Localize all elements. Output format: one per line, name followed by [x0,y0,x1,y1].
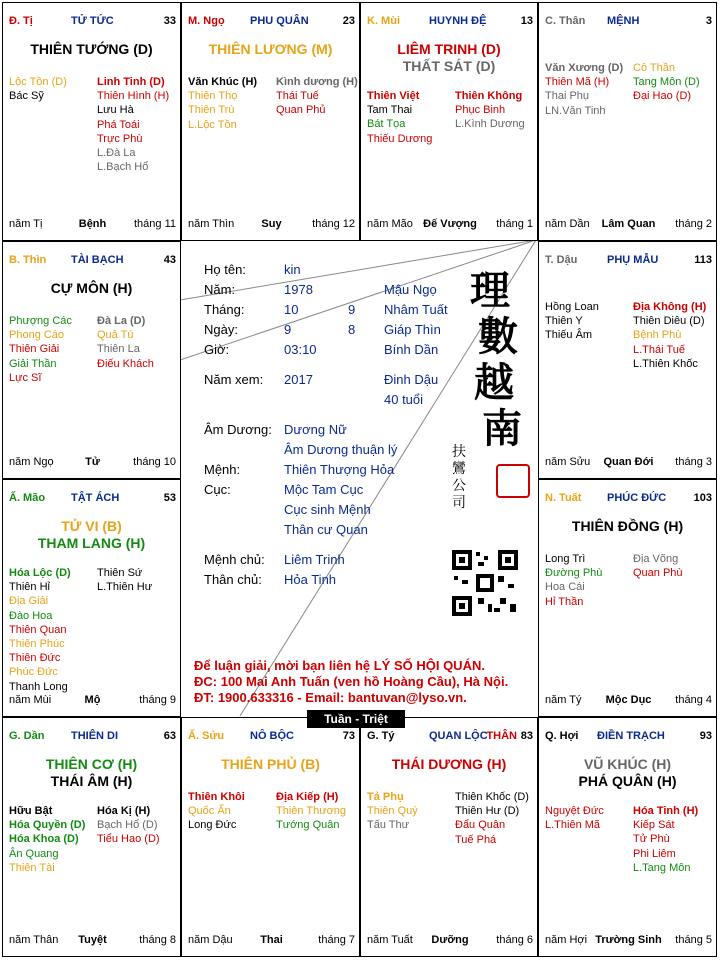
palace-name: PHU QUÂN [250,15,309,27]
palace-month: tháng 1 [496,218,533,230]
amduong-value-2: Âm Dương thuận lý [284,442,398,457]
palace-header [545,492,712,508]
minor-star: Phục Binh [455,104,506,117]
palace-stage: Tuyệt [78,934,107,946]
palace-age: 53 [163,492,176,504]
cuc-value: Mộc Tam Cục [284,482,364,497]
minor-star: Tuế Phá [455,833,497,846]
minor-star: Địa Võng [633,553,679,565]
minor-star: L.Lộc Tồn [188,118,237,131]
name-label: Họ tên: [204,262,246,277]
main-stars [3,756,180,790]
minor-star: Hóa Quyền (D) [9,819,86,832]
star-column [188,75,273,132]
star-column [9,314,94,385]
thanchu-value: Hỏa Tinh [284,572,337,587]
main-stars [539,518,716,535]
minor-star: Thiên Sứ [97,567,143,579]
contact-line: Để luận giải, mời bạn liên hệ LÝ SỐ HỘI QUÁN. [194,658,485,673]
palace-age: 13 [520,15,533,27]
palace-header [367,15,533,31]
branch-label: B. Thìn [9,254,47,266]
minor-star: Hoa Cái [545,581,585,594]
branch-label: Ấ. Sửu [188,730,225,742]
amduong-value: Dương Nữ [284,422,347,437]
star-column [455,790,540,847]
minor-star: Bạch Hổ (D) [97,819,158,832]
palace-header [188,730,355,746]
minor-star: Lưu Hà [97,104,134,117]
minor-star: LN.Văn Tinh [545,104,606,117]
main-stars [182,41,359,58]
minor-star: Thai Phụ [545,90,590,103]
minor-star: Lực Sĩ [9,371,42,384]
star-column [97,566,182,594]
minor-star: Thiên Mã (H) [545,76,610,89]
minor-star: Thiên Hư (D) [455,805,520,818]
palace-age: 23 [342,15,355,27]
star-column [633,552,718,580]
month-lunar: 9 [348,302,356,317]
red-stamp-icon [496,464,530,498]
branch-label: T. Dậu [545,254,578,266]
palace-header [188,15,355,31]
minor-star: Long Trì [545,553,586,565]
hour-value: 03:10 [284,342,317,357]
contact-phone-email[interactable]: ĐT: 1900.633316 - Email: bantuvan@lyso.vn. [194,690,467,705]
branch-label: M. Ngọ [188,15,225,27]
branch-label: G. Dần [9,730,45,742]
year-label: Năm: [204,282,236,297]
main-stars [3,280,180,297]
palace-header [9,730,176,746]
minor-star: Giải Thần [9,357,57,370]
day-label: Ngày: [204,322,238,337]
palace-name: MỆNH [607,15,640,27]
palace-month: tháng 5 [675,934,712,946]
main-stars [182,756,359,773]
minor-star: Thiên Hỉ [9,581,50,594]
star-column [633,61,718,104]
minor-star: Phượng Các [9,315,72,327]
menh-label: Mệnh: [204,462,241,477]
star-column [545,300,630,343]
star-column [97,804,182,847]
minor-star: Thiên Tài [9,861,55,874]
calligraphy-seal [470,268,530,452]
view-year-label: Năm xem: [204,372,264,387]
minor-star: L.Bạch Hổ [97,161,149,174]
minor-star: Văn Xương (D) [545,62,624,74]
palace-footer [9,456,176,470]
minor-star: Tấu Thư [367,819,410,832]
palace-footer [9,694,176,708]
palace-name: TỬ TỨC [71,15,114,27]
minor-star: Tiểu Hao (D) [97,833,160,846]
main-star: THIÊN PHỦ (B) [221,756,320,772]
palace-stage: Lâm Quan [601,218,656,230]
main-stars [361,41,537,75]
month-can: Nhâm Tuất [384,302,448,317]
palace-month: tháng 11 [133,218,176,230]
menhchu-value: Liêm Trinh [284,552,345,567]
palace-stage: Đế Vượng [423,218,477,230]
star-column [276,75,361,118]
palace-name: PHỤ MẪU [607,254,659,266]
minor-star: Quan Phù [633,567,683,580]
palace-age: 103 [693,492,712,504]
palace-name: ĐIỀN TRẠCH [597,730,665,742]
star-column [367,89,452,146]
palace-name: NÔ BỘC [250,730,294,742]
palace-name: PHÚC ĐỨC [607,492,667,504]
branch-label: C. Thân [545,15,586,27]
minor-star: Quốc Ấn [188,805,231,818]
day-lunar: 8 [348,322,356,337]
palace-age: 33 [163,15,176,27]
minor-star: Quan Phủ [276,104,326,117]
minor-star: L.Đà La [97,147,136,160]
minor-star: Thiên Không [455,90,523,102]
palace-stage: Quan Đới [603,456,654,468]
palace-cell-mui[interactable] [360,2,538,241]
minor-star: L.Thiên Mã [545,819,601,832]
palace-stage: Bệnh [78,218,107,230]
minor-star: L.Thái Tuế [633,343,685,356]
palace-age: 83 [520,730,533,742]
palace-year: năm Tuất [367,934,413,946]
minor-star: Địa Không (H) [633,301,707,313]
minor-star: Thiên Y [545,315,583,328]
palace-year: năm Tý [545,694,582,706]
minor-star: Thiên Thương [276,805,347,818]
palace-year: năm Dậu [188,934,233,946]
main-star: VŨ KHÚC (H) [583,756,672,772]
hour-can: Bính Dần [384,342,439,357]
minor-star: Phong Cáo [9,329,65,342]
palace-name: QUAN LỘC [429,730,488,742]
minor-star: L.Kình Dương [455,118,525,131]
contact-info [194,658,508,706]
view-year-can: Đinh Dậu [384,372,439,387]
amduong-label: Âm Dương: [204,422,272,437]
palace-month: tháng 8 [139,934,176,946]
palace-header [545,15,712,31]
minor-star: Thiên Hình (H) [97,90,170,103]
palace-footer [367,218,533,232]
minor-star: Hỉ Thần [545,595,584,608]
palace-month: tháng 7 [318,934,355,946]
seal-char: 數 [478,313,518,360]
minor-star: Hóa Tinh (H) [633,805,699,817]
palace-cell-tuat[interactable] [538,479,717,717]
palace-month: tháng 4 [675,694,712,706]
palace-footer [545,694,712,708]
minor-star: Kình dương (H) [276,76,358,88]
main-star: THIÊN LƯƠNG (M) [208,41,333,57]
main-star: THIÊN ĐỒNG (H) [571,518,684,534]
main-stars [361,756,537,773]
than-marker: THÂN [486,730,517,742]
main-star: THÁI ÂM (H) [50,773,133,789]
minor-star: Đại Hao (D) [633,90,692,103]
main-star: THẤT SÁT (D) [402,58,496,74]
name-value: kin [284,262,301,277]
day-can: Giáp Thìn [384,322,441,337]
minor-star: Thiên Việt [367,90,420,102]
branch-label: K. Mùi [367,15,400,27]
star-column [633,804,718,875]
palace-year: năm Tị [9,218,43,230]
star-column [9,75,94,103]
minor-star: Tam Thai [367,104,413,117]
star-column [9,566,94,694]
branch-label: G. Tý [367,730,395,742]
palace-cell-mao[interactable] [2,479,181,717]
thanchu-label: Thân chủ: [204,572,262,587]
minor-star: Lộc Tồn (D) [9,76,67,88]
palace-cell-ngo[interactable] [181,2,360,241]
minor-star: Bát Tọa [367,118,406,131]
minor-star: Trực Phù [97,132,143,145]
palace-year: năm Thìn [188,218,235,230]
minor-star: Đường Phù [545,567,603,580]
palace-footer [545,456,712,470]
star-column [633,300,718,371]
palace-header [367,730,533,746]
tuan-triet-badge: Tuần - Triệt [307,710,405,728]
palace-cell-dau[interactable] [538,241,717,479]
palace-header [9,15,176,31]
center-info-panel [180,240,536,716]
minor-star: Đà La (D) [97,315,146,327]
minor-star: Thiên Giải [9,343,60,356]
palace-footer [545,218,712,232]
branch-label: Ấ. Mão [9,492,46,504]
minor-star: Thiên Phúc [9,638,65,651]
minor-star: Thiên Quan [9,623,67,636]
minor-star: Nguyệt Đức [545,805,604,817]
minor-star: Bác Sỹ [9,90,44,103]
palace-year: năm Sửu [545,456,591,468]
minor-star: Văn Khúc (H) [188,76,258,88]
palace-cell-ti[interactable] [2,2,181,241]
palace-age: 63 [163,730,176,742]
palace-age: 43 [163,254,176,266]
minor-star: Hữu Bật [9,805,53,817]
minor-star: Thiên Diêu (D) [633,315,705,328]
minor-star: Phá Toái [97,118,140,131]
minor-star: Thanh Long [9,680,68,693]
hour-label: Giờ: [204,342,230,357]
contact-address: ĐC: 100 Mai Anh Tuấn (ven hồ Hoàng Cầu), Hà Nội. [194,674,509,689]
day-value: 9 [284,322,292,337]
minor-star: Thiên La [97,343,140,356]
palace-stage: Tử [85,456,100,468]
palace-year: năm Dần [545,218,590,230]
minor-star: Thiếu Âm [545,329,593,342]
minor-star: Hóa Khoa (D) [9,833,79,846]
star-column [97,75,182,174]
minor-star: Phi Liêm [633,847,676,860]
minor-star: Kiếp Sát [633,819,675,832]
palace-name: THIÊN DI [71,730,119,742]
star-column [367,790,452,833]
minor-star: Tả Phụ [367,791,404,803]
palace-stage: Mộ [84,694,101,706]
palace-footer [367,934,533,948]
star-column [9,804,94,875]
main-stars [539,756,716,790]
qr-code-icon[interactable] [450,548,520,618]
star-column [545,552,630,609]
seal-char: 越 [474,359,514,406]
main-star: THIÊN CƠ (H) [45,756,138,772]
palace-month: tháng 10 [133,456,176,468]
palace-cell-dan[interactable] [2,717,181,957]
main-star: PHÁ QUÂN (H) [578,773,677,789]
star-column [455,89,540,132]
branch-label: Q. Hợi [545,730,579,742]
palace-footer [545,934,712,948]
cuc-value-3: Thân cư Quan [284,522,368,537]
palace-footer [9,218,176,232]
minor-star: Long Đức [188,819,237,832]
star-column [545,61,630,118]
year-can: Mậu Ngọ [384,282,437,297]
minor-star: L.Tang Môn [633,861,691,874]
minor-star: Tử Phù [633,833,670,846]
minor-star: L.Thiên Hư [97,581,153,594]
palace-stage: Dưỡng [431,934,469,946]
palace-cell-hoi[interactable] [538,717,717,957]
palace-stage: Trường Sinh [595,934,662,946]
branch-label: N. Tuất [545,492,582,504]
palace-stage: Thai [260,934,283,946]
palace-month: tháng 3 [675,456,712,468]
minor-star: Hồng Loan [545,301,599,313]
minor-star: Linh Tinh (D) [97,76,165,88]
cuc-label: Cục: [204,482,231,497]
palace-age: 93 [699,730,712,742]
minor-star: Thiên Khốc (D) [455,791,529,803]
minor-star: Thái Tuế [276,90,319,103]
minor-star: Điếu Khách [97,357,154,370]
seal-small-text: 扶 鸞 公 司 [452,444,466,511]
branch-label: Đ. Tị [9,15,33,27]
seal-char: 南 [482,405,522,452]
minor-star: Thiên Thọ [188,90,238,103]
minor-star: Quả Tú [97,329,134,342]
age-value: 40 tuổi [384,392,424,407]
minor-star: Thiên Đức [9,652,61,665]
palace-footer [9,934,176,948]
minor-star: Tướng Quân [276,819,340,832]
palace-header [9,492,176,508]
palace-age: 3 [705,15,712,27]
minor-star: Ân Quang [9,847,59,860]
main-star: THÁI DƯƠNG (H) [391,756,507,772]
minor-star: Thiên Khôi [188,791,245,803]
minor-star: Đào Hoa [9,609,53,622]
cuc-value-2: Cục sinh Mệnh [284,502,371,517]
minor-star: Tang Môn (D) [633,76,700,89]
star-column [276,790,361,833]
palace-footer [188,934,355,948]
star-column [188,790,273,833]
minor-star: Hóa Kị (H) [97,805,151,817]
view-year-value: 2017 [284,372,313,387]
palace-stage: Suy [261,218,282,230]
minor-star: Cô Thần [633,62,675,74]
main-star: TỬ VI (B) [61,518,122,534]
month-label: Tháng: [204,302,245,317]
menh-value: Thiên Thượng Hỏa [284,462,395,477]
palace-name: TẬT ÁCH [71,492,120,504]
palace-cell-than[interactable] [538,2,717,241]
minor-star: Hóa Lộc (D) [9,567,71,579]
main-stars [3,41,180,58]
main-star: THAM LANG (H) [37,535,146,551]
palace-year: năm Mùi [9,694,52,706]
seal-char: 理 [470,267,510,314]
palace-cell-thin[interactable] [2,241,181,479]
main-star: CỰ MÔN (H) [50,280,133,296]
menhchu-label: Mệnh chủ: [204,552,265,567]
palace-month: tháng 12 [312,218,355,230]
palace-age: 113 [694,254,712,266]
minor-star: L.Thiên Khốc [633,357,698,370]
palace-cell-ty[interactable] [360,717,538,957]
minor-star: Địa Giải [9,595,49,608]
palace-year: năm Mão [367,218,413,230]
palace-year: năm Ngọ [9,456,54,468]
palace-header [545,730,712,746]
month-value: 10 [284,302,299,317]
minor-star: Phúc Đức [9,666,58,679]
palace-month: tháng 2 [675,218,712,230]
minor-star: Đẩu Quân [455,819,506,832]
minor-star: Thiên Quý [367,805,418,818]
palace-year: năm Hợi [545,934,588,946]
palace-name: TÀI BẠCH [71,254,124,266]
palace-footer [188,218,355,232]
palace-name: HUYNH ĐỆ [429,15,487,27]
palace-stage: Mộc Dục [605,694,652,706]
palace-cell-suu[interactable] [181,717,360,957]
palace-year: năm Thân [9,934,59,946]
minor-star: Bệnh Phù [633,329,682,342]
palace-header [545,254,712,270]
palace-age: 73 [342,730,355,742]
star-column [545,804,630,832]
star-column [97,314,182,371]
main-stars [3,518,180,552]
palace-month: tháng 9 [139,694,176,706]
minor-star: Thiếu Dương [367,132,433,145]
year-value: 1978 [284,282,313,297]
minor-star: Địa Kiếp (H) [276,791,339,803]
main-star: LIÊM TRINH (D) [397,41,501,57]
main-star: THIÊN TƯỚNG (D) [30,41,153,57]
palace-month: tháng 6 [496,934,533,946]
palace-header [9,254,176,270]
minor-star: Thiên Trù [188,104,235,117]
